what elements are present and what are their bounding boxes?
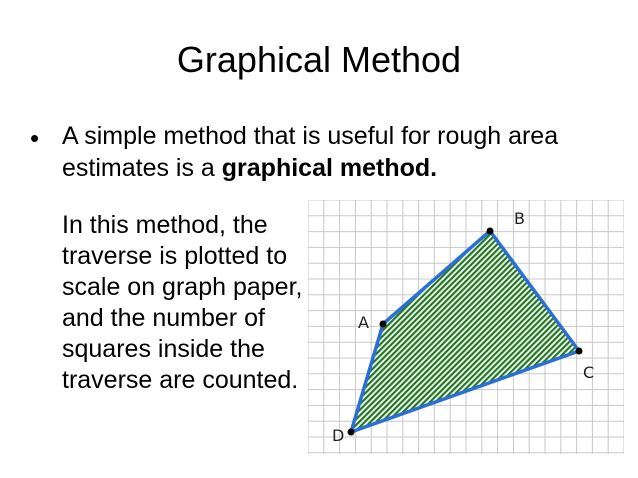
traverse-figure [308,200,624,454]
bullet-text [62,120,622,184]
vertex-label-c: C [583,363,595,382]
bullet-text-bold: graphical method. [221,154,438,182]
bullet-text-regular: A simple method that is useful for rough area estimates is a [62,122,559,182]
graph-paper [308,200,624,454]
vertex-d [348,429,355,436]
vertex-c [576,348,583,355]
vertex-label-d: D [332,426,345,445]
body-paragraph: In this method, the traverse is plotted to scale on graph paper, and the number of squares inside the traverse are counted. [62,211,303,394]
vertex-label-a: A [358,313,369,332]
vertex-label-b: B [514,209,525,228]
bullet-marker: • [30,123,40,153]
vertex-a [380,321,387,328]
vertex-b [487,228,494,235]
slide-title: Graphical Method [176,39,462,80]
